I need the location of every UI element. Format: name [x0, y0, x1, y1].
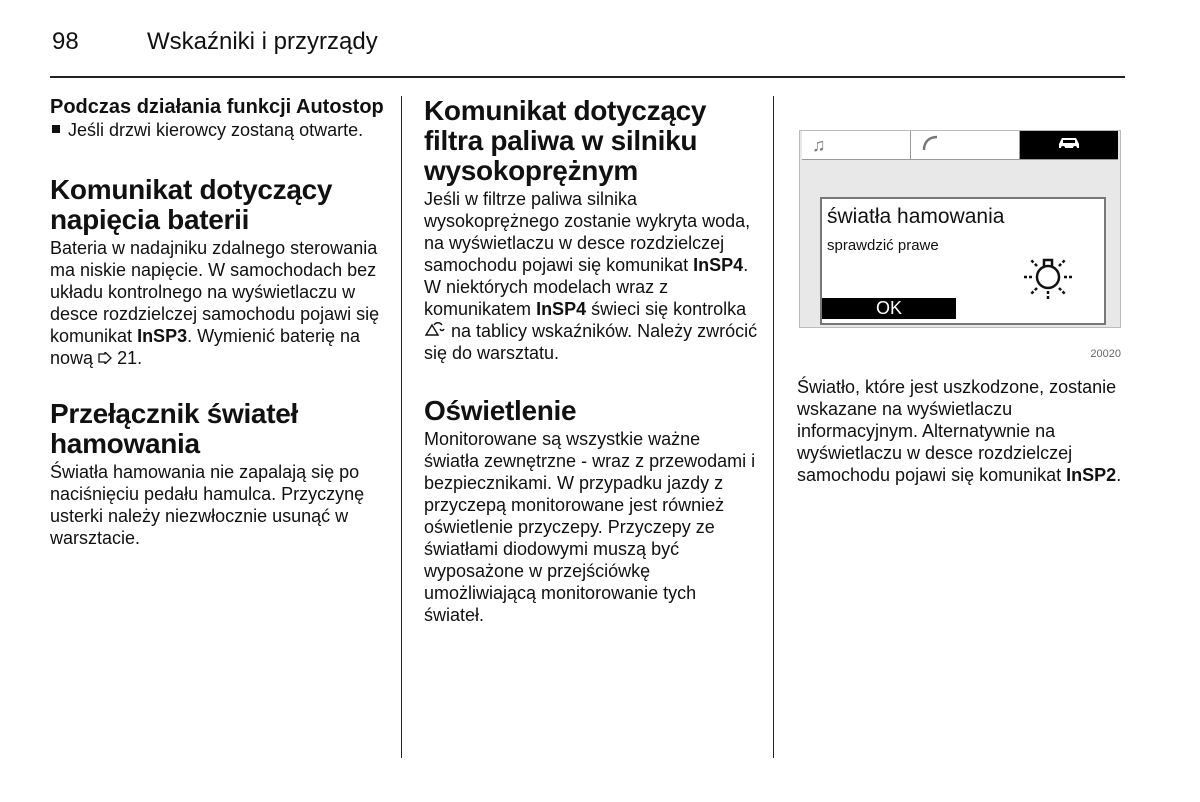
display-tab-audio — [802, 131, 911, 159]
page-title: Wskaźniki i przyrządy — [147, 28, 378, 55]
figure-id: 20020 — [1090, 348, 1121, 360]
battery-page-ref: 21. — [117, 348, 143, 368]
message-subtitle: sprawdzić prawe — [827, 237, 939, 254]
filter-text-1: Jeśli w filtrze paliwa silnika wysokoprężnego zostanie wykryta woda, na wyświetlaczu w desce rozdzielczej samochodu pojawi się komunikat — [424, 189, 751, 275]
filter-text-2: . W niektórych modelach wraz z komunikatem — [424, 255, 749, 319]
autostop-bullet-item — [50, 119, 390, 141]
column-divider — [401, 96, 402, 758]
column-divider — [773, 96, 774, 758]
phone-handset-icon — [921, 134, 939, 157]
fuel-filter-water-icon — [424, 321, 451, 341]
column-left — [50, 96, 390, 549]
explanation-code: InSP2 — [1066, 465, 1117, 485]
car-icon — [1056, 135, 1082, 156]
info-display — [799, 130, 1121, 328]
display-tabs — [802, 131, 1118, 160]
page-header — [50, 22, 1125, 78]
filter-text-4: na tablicy wskaźników. Należy zwrócić się do warsztatu. — [424, 321, 758, 363]
explanation-text-1: Światło, które jest uszkodzone, zostanie wskazane na wyświetlaczu informacyjnym. Alternatywnie na wyświetlaczu w desce rozdzielczej samochodu pojawi się komunikat — [797, 377, 1117, 485]
filter-text-3: świeci się kontrolka — [591, 299, 747, 319]
battery-text-1: Bateria w nadajniku zdalnego sterowania ma niskie napięcie. W samochodach bez układu kontrolnego na wyświetlaczu w desce rozdzielczej samochodu pojawi się komunikat — [50, 238, 380, 346]
bullet-square-icon — [52, 125, 60, 133]
battery-heading: Komunikat dotyczący napięcia baterii — [50, 174, 333, 235]
brake-switch-heading: Przełącznik świateł hamowania — [50, 398, 298, 459]
filter-code-1: InSP4 — [693, 255, 744, 275]
message-box — [820, 197, 1106, 325]
music-note-icon: ♫ — [812, 134, 826, 155]
message-title: światła hamowania — [827, 205, 1005, 228]
page-reference-icon — [98, 348, 117, 368]
fuel-filter-paragraph — [424, 188, 760, 364]
battery-paragraph — [50, 237, 390, 369]
info-display-figure — [797, 96, 1125, 364]
autostop-heading: Podczas działania funkcji Autostop — [50, 96, 384, 118]
column-middle — [424, 96, 760, 626]
battery-code: InSP3 — [137, 326, 188, 346]
display-explanation-paragraph — [797, 376, 1127, 486]
display-tab-phone — [911, 131, 1020, 159]
lighting-heading: Oświetlenie — [424, 395, 577, 426]
brake-switch-paragraph: Światła hamowania nie zapalają się po naciśnięciu pedału hamulca. Przyczynę usterki należy niezwłocznie usunąć w warsztacie. — [50, 462, 365, 548]
display-tab-vehicle — [1020, 131, 1118, 159]
fuel-filter-heading: Komunikat dotyczący filtra paliwa w silniku wysokoprężnym — [424, 95, 707, 186]
explanation-text-2: . — [1116, 465, 1122, 485]
battery-text-2: . Wymienić baterię na nową — [50, 326, 361, 368]
ok-button: OK — [822, 298, 956, 319]
column-right — [797, 96, 1127, 486]
light-bulb-warning-icon — [1018, 247, 1078, 307]
lighting-paragraph: Monitorowane są wszystkie ważne światła zewnętrzne - wraz z przewodami i bezpiecznikami. W przypadku jazdy z przyczepą monitorowane jest również oświetlenie przyczepy. Przyczepy ze światłami diodowymi muszą być wyposażone w przejściówkę umożliwiającą monitorowanie tych świateł. — [424, 429, 756, 625]
page-number: 98 — [52, 28, 79, 55]
filter-code-2: InSP4 — [536, 299, 587, 319]
autostop-bullet-text: Jeśli drzwi kierowcy zostaną otwarte. — [68, 120, 364, 140]
